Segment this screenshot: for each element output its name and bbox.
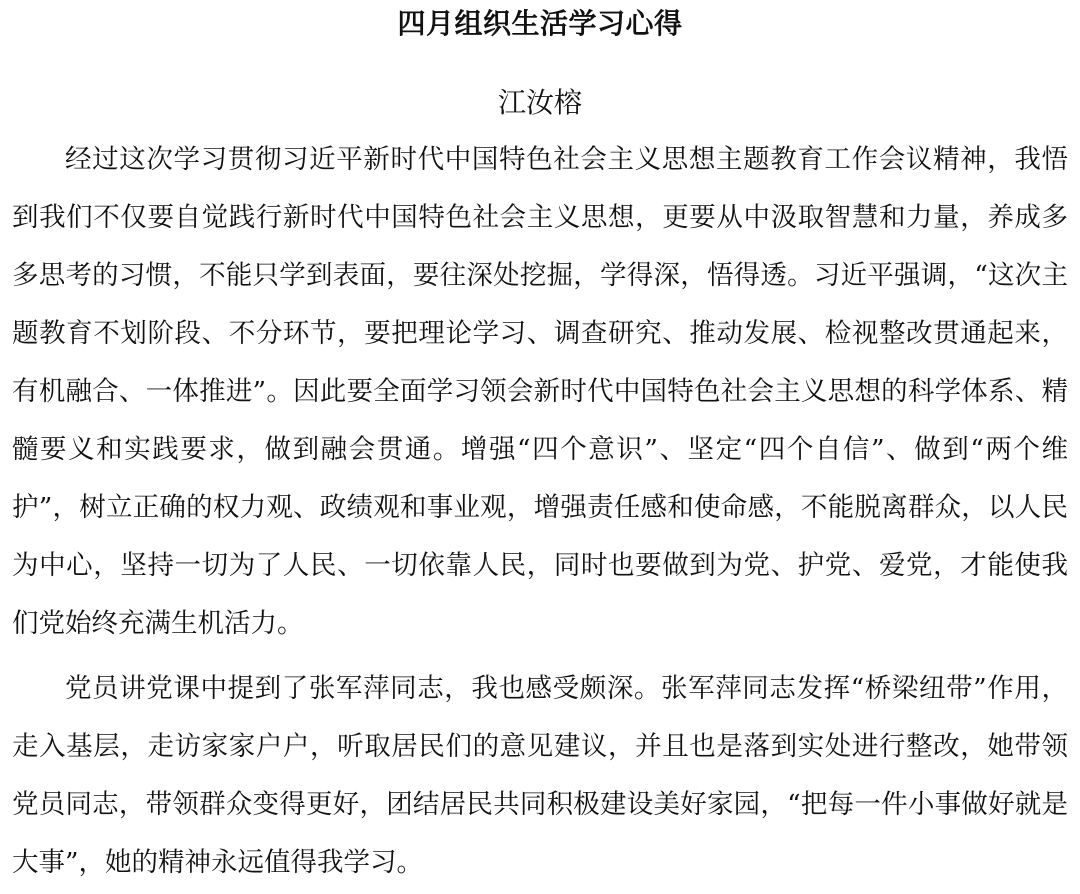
body-paragraph-1: 经过这次学习贯彻习近平新时代中国特色社会主义思想主题教育工作会议精神，我悟到我们不仅要自觉践行新时代中国特色社会主义思想，更要从中汲取智慧和力量，养成多多思考的习惯，不能只学到表面，要往深处挖掘，学得深，悟得透。习近平强调，“这次主题教育不划阶段、不分环节，要把理论学习、调查研究、推动发展、检视整改贯通起来，有机融合、一体推进”。因此要全面学习领会新时代中国特色社会主义思想的科学体系、精髓要义和实践要求，做到融会贯通。增强“四个意识”、坚定“四个自信”、做到“两个维护”，树立正确的权力观、政绩观和事业观，增强责任感和使命感，不能脱离群众，以人民为中心，坚持一切为了人民、一切依靠人民，同时也要做到为党、护党、爱党，才能使我们党始终充满生机活力。	[12, 144, 1068, 639]
body-paragraph-2: 党员讲党课中提到了张军萍同志，我也感受颇深。张军萍同志发挥“桥梁纽带”作用，走入基层，走访家家户户，听取居民们的意见建议，并且也是落到实处进行整改，她带领党员同志，带领群众变得更好，团结居民共同积极建设美好家园，“把每一件小事做好就是大事”，她的精神永远值得我学习。	[12, 673, 1068, 878]
author-name: 江汝榕	[497, 86, 582, 119]
document-title: 四月组织生活学习心得	[397, 7, 683, 40]
